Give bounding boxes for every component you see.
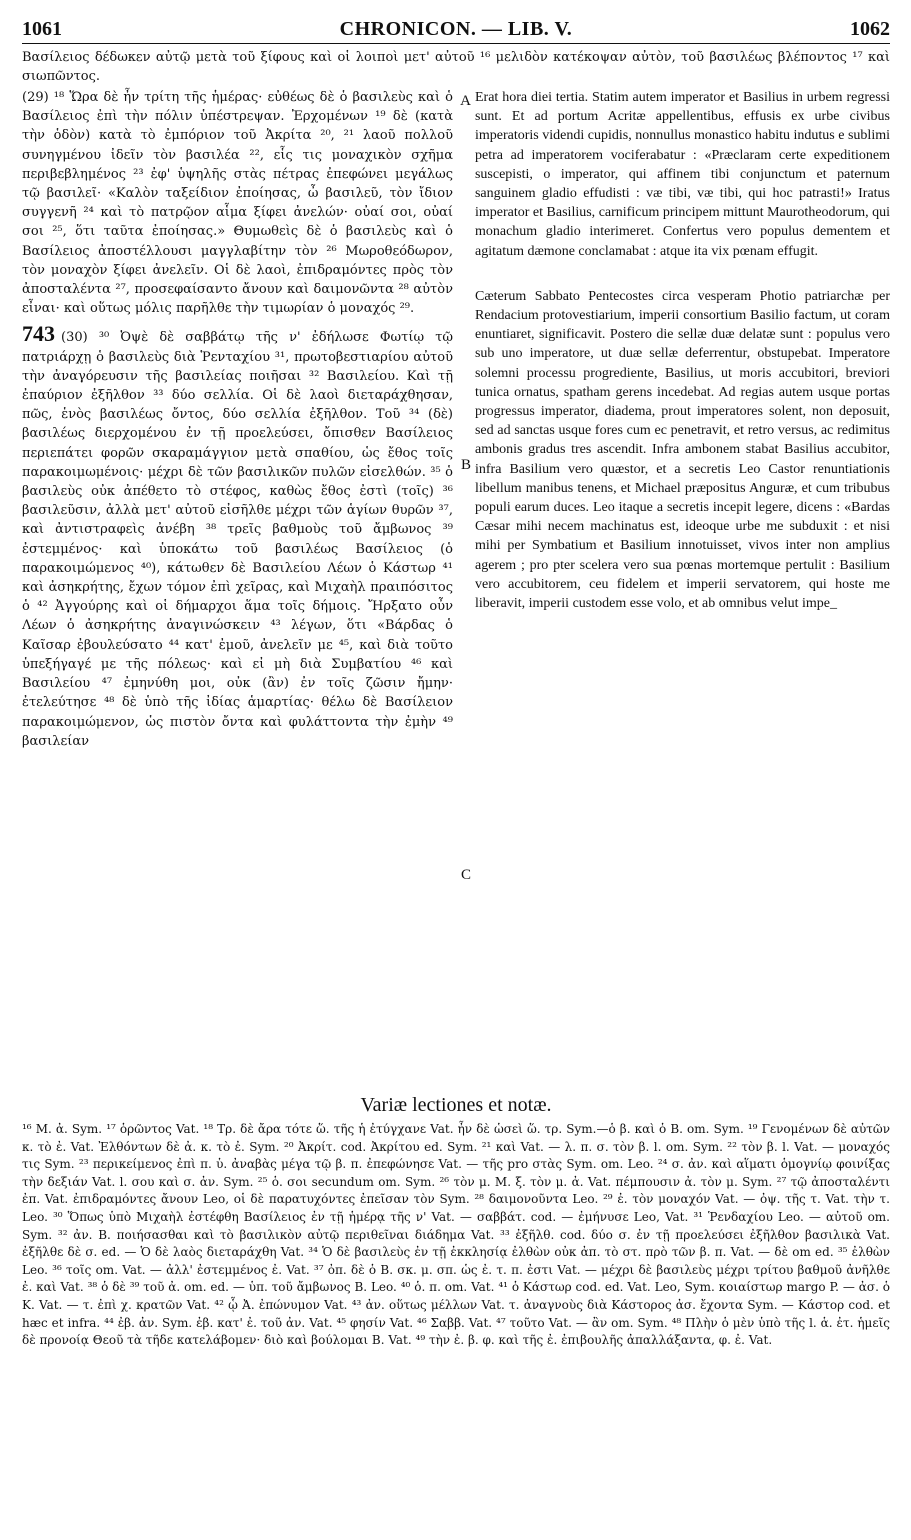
margin-letter-b: B [460, 457, 471, 473]
running-title: CHRONICON. — LIB. V. [339, 18, 573, 40]
two-column-body [22, 88, 890, 1088]
margin-letter-a: A [460, 93, 471, 109]
greek-column [22, 88, 471, 1088]
greek-paragraph-30 [22, 321, 453, 750]
latin-paragraph-2: Cæterum Sabbato Pentecostes circa vesperam Photio patriarchæ per Rendacium protovestiarium, imperii consortium Basilio factum, ut coram enuntiaret, significavit. Postero die sellæ duæ delatæ sunt : populus vero sub uno imperatore, ut duæ sellæ deferrentur, obstupebat. Imperatore solemni processu progrediente, Basilius, ut moris accubitori, breviori tunica ornatus, spatham gerens incedebat. Ad regias autem usque portas progressus imperator, diadema, prout imperatores solent, non deposuit, sed ad sanctas usque fores cum ec penetravit, et retro versus, ac redimitus ambonis gradus tres ascendit. Infra ambonem stabat Basilius accubitor, infra Basilium vero quæstor, et a secretis Leo Castor renuntiationis libellum manibus tenens, et Michael præpositus Anguræ, et cum tribubus populi earum duces. Leo itaque a secretis incepit legere, dicens : «Bardas Cæsar mihi necem machinatus est, ideoque urbe me subduxit : et nisi mihi per Symbatium et Basilium innotuisset, vivos inter non amplius agerem ; pro pter scelera vero sua pœnas mortemque pertulit : Basilium vero accubitorem, ceu fidelem et imperii servatorem, qui hoste me liberavit, imperii custodem esse volo, et ab omnibus velut impe_ [474, 288, 890, 612]
notes-heading: Variæ lectiones et notæ. [360, 1094, 552, 1116]
margin-letter-c: C [460, 867, 471, 883]
greek-paragraph-30-text: (30) ³⁰ Ὀψὲ δὲ σαββάτῳ τῆς ν' ἐδήλωσε Φωτίῳ τῷ πατριάρχῃ ὁ βασιλεὺς διὰ Ῥενταχίου ³¹, πρωτοβεστιαρίου αὐτοῦ τὴν ἀναγόρευσιν τῆς βασιλείας ποιῆσαι ³² Βασιλείου. Καὶ τῇ ἐπαύριον ἐξῆλθον ³³ δύο σελλία. Οἱ δὲ λαοὶ διεταράχθησαν, πῶς, ἑνὸς βασιλέως ὄντος, δύο σελλία ἐξῆλθον. Τοῦ ³⁴ (δὲ) βασιλέως διερχομένου ἐν τῇ προελεύσει, ὄπισθεν Βασίλειος περιεπάτει φορῶν σκαραμάγγιον μετὰ σπαθίου, ὡς ἔθος τοῖς παρακοιμωμένοις· μέχρι δὲ τῶν βασιλικῶν πυλῶν εἰσελθών. ³⁵ ὁ βασιλεὺς οὐκ ἀπέθετο τὸ στέφος, καθὼς ἔθος ἐστὶ (τοῖς) ³⁶ βασιλεῦσιν, ἀλλὰ μετ' αὐτοῦ εἰσῆλθε μέχρι τῶν ἁγίων θυρῶν ³⁷, καὶ ἀντιστραφεὶς ἀνέβη ³⁸ τρεῖς βαθμοὺς τοῦ ἄμβωνος ³⁹ ἐστεμμένος· καὶ ὑποκάτω τοῦ βασιλέως Βασίλειος (ὁ παρακοιμώμενος ⁴⁰), κάτωθεν δὲ Βασιλείου Λέων ὁ Κάστωρ ⁴¹ καὶ ἀσηκρήτης, ἔχων τόμον ἐπὶ χεῖρας, καὶ Μιχαὴλ πραιπόσιτος ὁ ⁴² Ἀγγούρης καὶ οἱ δήμαρχοι ἅμα τοῖς δήμοις. Ἤρξατο οὖν Λέων ὁ ἀσηκρήτης ἀναγινώσκειν ⁴³ λέγων, ὅτι «Βάρδας ὁ Καῖσαρ ἐβουλεύσατο ⁴⁴ κατ' ἐμοῦ, ἀνελεῖν με ⁴⁵, καὶ διὰ τοῦτο ὑπεξήγαγέ με τῆς πόλεως· καὶ εἰ μὴ διὰ Συμβατίου ⁴⁶ καὶ Βασιλείου ⁴⁷ ἐμηνύθη μοι, οὐκ (ἂν) ἐν τοῖς ζῶσιν ἤμην· ἐτελεύτησε ⁴⁸ δὲ ὑπὸ τῆς ἰδίας ἁμαρτίας· θέλω δὲ Βασίλειον παρακοιμώμενον, ὡς πιστὸν ὄντα καὶ φυλάττοντα τὴν ἐμὴν ⁴⁹ βασιλείαν [22, 330, 453, 749]
greek-paragraph-29: (29) ¹⁸ Ὥρα δὲ ἦν τρίτη τῆς ἡμέρας· εὐθέως δὲ ὁ βασιλεὺς καὶ ὁ Βασίλειος ἐπὶ τὴν πόλιν ὑπέστρεψαν. Ἐρχομένων ¹⁹ δὲ (κατὰ τὴν ὁδὸν) κατὰ τὸ ἐμπόριον τοῦ Ἀκρίτα ²⁰, ²¹ λαοῦ πολλοῦ συνηγμένου ἰδεῖν τὸν βασιλέα ²², εἷς τις μοναχικὸν σχῆμα περιβεβλημένος ²³ ἐφ' ὑψηλῆς στὰς πέτρας ἐπεφώνει μεγάλως τῷ βασιλεῖ· «Καλὸν ταξείδιον ἐποίησας, ὦ βασιλεῦ, τὸν ἴδιον συγγενῆ ²⁴ καὶ τὸ πατρῷον αἷμα ξίφει ἀνελών· οὐαί σοι, οὐαί σοι ²⁵, ὅτι ταῦτα ἐποίησας.» Θυμωθεὶς δὲ ὁ βασιλεὺς καὶ ὁ Βασίλειος ἀποστέλλουσι μαγγλαβίτην τὸν ²⁶ Μωροθεόδωρον, τὸν μοναχὸν ξίφει ἀνελεῖν. Οἱ δὲ λαοὶ, ἐπιδραμόντες πρὸς τὸν ἀποσταλέντα ²⁷, προσεφαίσαντο ἄνουν καὶ δαιμονῶντα ²⁸ αὐτὸν εἶναι· καὶ οὕτως μόλις παρῆλθε τὴν τιμωρίαν ὁ μοναχός ²⁹. [22, 90, 453, 317]
left-page-number: 1061 [22, 18, 62, 40]
running-header [22, 18, 890, 44]
variant-readings-notes: ¹⁶ M. ἀ. Sym. ¹⁷ ὁρῶντος Vat. ¹⁸ Τρ. δὲ ἄρα τότε ὥ. τῆς ἡ ἐτύγχανε Vat. ἦν δὲ ὡσεὶ ὥ. τρ. Sym.—ὁ β. καὶ ὁ B. om. Sym. ¹⁹ Γενομένων δὲ αὐτῶν κ. τὸ ἐ. Vat. Ἐλθόντων δὲ ἀ. κ. τὸ ἐ. Sym. ²⁰ Ἀκρίτ. cod. Ἀκρίτου ed. Sym. ²¹ καὶ Vat. — λ. π. σ. τὸν β. l. om. Sym. ²² τὸν β. l. Vat. — μοναχός τις Sym. ²³ περικείμενος ἐπὶ π. ὑ. ἀναβὰς μέγα τῷ β. π. ἐπεφώνησε Vat. — τῆς pro στὰς Sym. om. Leo. ²⁴ σ. ἀν. καὶ αἵματι ὁμογνίῳ φοινίξας τὴν δεξιάν Vat. l. σου καὶ σ. ἀν. Sym. ²⁵ ὁ. σοι secundum om. Sym. ²⁶ τὸν μ. M. ξ. τὸν μ. ἀ. Vat. πέμπουσιν ἀ. τὸν μ. Sym. ²⁷ τῷ ἀποσταλέντι ἐπ. Vat. ἐπιδραμόντες ἄνουν Leo, οἱ δὲ παρατυχόντες ἐπεῖσαν τὸν Sym. ²⁸ δαιμονοῦντα Leo. ²⁹ ἐ. τὸν μοναχόν Vat. — ὀψ. τῆς τ. Vat. τὴν τ. Leo. ³⁰ Ὅπως ὑπὸ Μιχαὴλ ἐστέφθη Βασίλειος ἐν τῇ ἡμέρᾳ τῆς ν' Vat. — σαββάτ. cod. — ἐμήνυσε Leo, Vat. ³¹ Ῥενδαχίου Leo. — αὐτοῦ om. Sym. ³² ἀν. B. ποιήσασθαι καὶ τὸ βασιλικὸν αὐτῷ περιθεῖναι διάδημα Vat. ³³ ἐξῆλθ. cod. δύο σ. ἐν τῇ προελεύσει ἐξῆλθον βασιλικὰ Vat. ἐξῆλθε δὲ σ. ed. — Ὁ δὲ λαὸς διεταράχθη Vat. ³⁴ Ὁ δὲ βασιλεὺς ἐν τῇ ἐκκλησίᾳ ἐλθὼν οὐκ ἀπ. τὸ στ. πρὸ τῶν β. π. Vat. — δὲ om ed. ³⁵ ἐλθὼν Leo. ³⁶ τοῖς om. Vat. — ἀλλ' ἐστεμμένος ἐ. Vat. ³⁷ ὀπ. δὲ ὁ B. σκ. μ. σπ. ὡς ἐ. τ. π. ἐστι Vat. — μέχρι δὲ βασιλεὺς μέχρι τρίτου βαθμοῦ ἀνῆλθε ἐ. καὶ Vat. ³⁸ ὁ δὲ ³⁹ τοῦ ἀ. om. ed. — ὑπ. τοῦ ἄμβωνος B. Leo. ⁴⁰ ὁ. π. om. Vat. ⁴¹ ὁ Κάστωρ cod. ed. Vat. Leo, Sym. κοιαίστωρ margo P. — ἀσ. ὁ Κ. Vat. — τ. ἐπὶ χ. κρατῶν Vat. ⁴² ᾧ Ἀ. ἐπώνυμον Vat. ⁴³ ἀν. οὕτως μέλλων Vat. τ. ἀναγνοὺς διὰ Κάστορος ἀσ. ἔχοντα Sym. — Κάστορ cod. et hæc et infra. ⁴⁴ ἐβ. ἀν. Sym. ἐβ. κατ' ἐ. τοῦ ἀν. Vat. ⁴⁵ φησίν Vat. ⁴⁶ Σαββ. Vat. ⁴⁷ τοῦτο Vat. — ἂν om. Sym. ⁴⁸ Πλὴν ὁ μὲν ὑπὸ τῆς l. ἁ. ἐτ. ἡμεῖς δὲ προνοίᾳ Θεοῦ τὰ τῆδε κατελάβομεν· διὸ καὶ βούλομαι B. Vat. ⁴⁹ τὴν ἐ. β. φ. καὶ τῆς ἐ. ἐπιβουλῆς ἀπαλλάξαντα, φ. ἐ. Vat. [22, 1122, 890, 1348]
right-page-number: 1062 [849, 18, 890, 40]
column-number: 743 [22, 321, 55, 347]
latin-paragraph-1: Erat hora diei tertia. Statim autem imperator et Basilius in urbem regressi sunt. Et ad portum Acritæ appellentibus, effusis ex urbe civibus imperatoris videndi cupidis, nonnullus monastico habitu indutus e sublimi petra ad imperatorem vociferabatur : «Præclaram certe expeditionem suscepisti, o imperator, qui affinem tibi conjunctum et paternum sanguinem gladio effudisti : væ tibi, væ tibi, qui hoc patrasti!» Iratus imperator et Basilius, carnificum principem mittunt Maurotheodorum, qui monachum gladio interimeret. Confertus vero populus dementem et agitatum dæmone conclamabat : atque ita vix pœnam effugit. [474, 90, 890, 259]
latin-column [460, 88, 890, 1088]
intro-line: Βασίλειος δέδωκεν αὐτῷ μετὰ τοῦ ξίφους καὶ οἱ λοιποὶ μετ' αὐτοῦ ¹⁶ μελιδὸν κατέκοψαν αὐτὸν, τοῦ βασιλέως βλέποντος ¹⁷ καὶ σιωπῶντος. [22, 50, 890, 84]
page [22, 18, 890, 1511]
